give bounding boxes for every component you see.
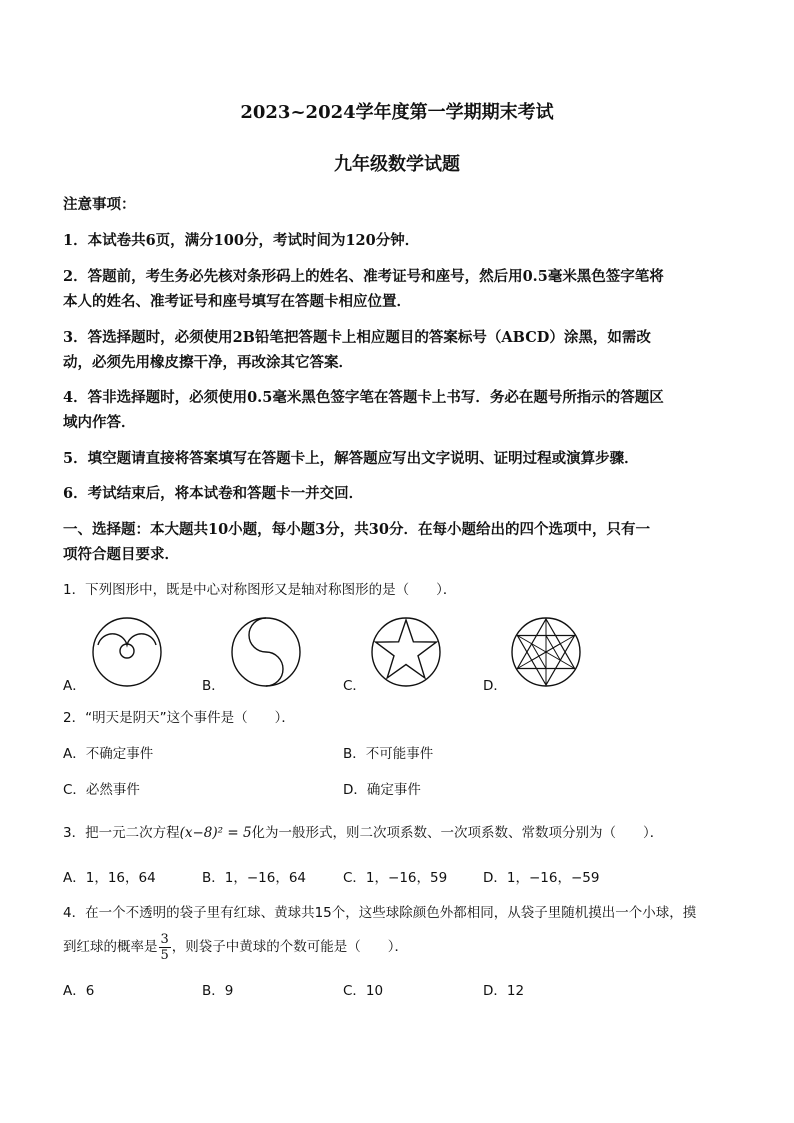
notice-item-1: 1．本试卷共6页，满分100分，考试时间为120分钟． — [63, 232, 420, 249]
question-4-stem-line1: 4．在一个不透明的袋子里有红球、黄球共15个，这些球除颜色外都相同，从袋子里随机摸出一个小球，摸 — [63, 905, 697, 921]
question-2-option-b[interactable]: B．不可能事件 — [343, 746, 434, 762]
fraction-numerator: 3 — [160, 931, 169, 947]
question-2-option-d[interactable]: D．确定事件 — [343, 782, 421, 798]
question-4-stem-line2 — [63, 930, 735, 964]
question-3-option-d[interactable]: D．1，−16，−59 — [483, 870, 600, 886]
circle-heart-icon — [90, 615, 164, 689]
notice-heading: 注意事项： — [63, 196, 136, 213]
question-3-equation: (x−8)² = 5 — [179, 825, 252, 841]
notice-item-5: 5．填空题请直接将答案填写在答题卡上，解答题应写出文字说明、证明过程或演算步骤． — [63, 450, 639, 467]
question-4-option-c[interactable]: C．10 — [343, 983, 384, 999]
question-2-stem: 2．“明天是阴天”这个事件是（ ）． — [63, 710, 295, 726]
section-heading-cont: 项符合题目要求． — [63, 546, 179, 563]
exam-title: 2023~2024学年度第一学期期末考试 — [240, 102, 554, 123]
exam-subtitle: 九年级数学试题 — [334, 154, 460, 175]
question-3-option-a[interactable]: A．1，16，64 — [63, 870, 156, 886]
notice-item-6: 6．考试结束后，将本试卷和答题卡一并交回． — [63, 485, 364, 502]
star-of-david-rosette-icon — [509, 615, 583, 689]
question-3-stem-pre: 3．把一元二次方程 — [63, 825, 180, 841]
question-3-option-b[interactable]: B．1，−16，64 — [202, 870, 307, 886]
question-3-stem — [63, 821, 735, 845]
question-4-option-a[interactable]: A．6 — [63, 983, 95, 999]
question-2-option-c[interactable]: C．必然事件 — [63, 782, 140, 798]
question-4-option-d[interactable]: D．12 — [483, 983, 525, 999]
question-1-stem: 1．下列图形中，既是中心对称图形又是轴对称图形的是（ ）． — [63, 582, 457, 598]
question-1-option-d[interactable]: D． — [483, 678, 507, 694]
question-3-option-c[interactable]: C．1，−16，59 — [343, 870, 448, 886]
question-1-option-a[interactable]: A． — [63, 678, 86, 694]
star-in-circle-icon — [369, 615, 443, 689]
question-2-option-a[interactable]: A．不确定事件 — [63, 746, 154, 762]
question-1-option-c[interactable]: C． — [343, 678, 366, 694]
question-3-stem-post: 化为一般形式，则二次项系数、一次项系数、常数项分别为（ ）． — [251, 825, 664, 841]
question-1-option-b[interactable]: B． — [202, 678, 225, 694]
question-4-option-b[interactable]: B．9 — [202, 983, 234, 999]
notice-item-4: 4．答非选择题时，必须使用0.5毫米黑色签字笔在答题卡上书写．务必在题号所指示的答题区 — [63, 389, 664, 406]
question-4-stem-pre: 到红球的概率是 — [63, 939, 158, 955]
notice-item-3-cont: 动，必须先用橡皮擦干净，再改涂其它答案． — [63, 354, 353, 371]
fraction-denominator: 5 — [160, 947, 169, 963]
notice-item-3: 3．答选择题时，必须使用2B铅笔把答题卡上相应题目的答案标号（ABCD）涂黑，如需改 — [63, 329, 651, 346]
probability-fraction — [159, 932, 171, 963]
yin-yang-icon — [229, 615, 303, 689]
notice-item-2-cont: 本人的姓名、准考证号和座号填写在答题卡相应位置． — [63, 293, 411, 310]
notice-item-4-cont: 域内作答． — [63, 414, 136, 431]
notice-item-2: 2．答题前，考生务必先核对条形码上的姓名、准考证号和座号，然后用0.5毫米黑色签字笔将 — [63, 268, 664, 285]
section-heading: 一、选择题：本大题共10小题，每小题3分，共30分．在每小题给出的四个选项中，只有一 — [63, 521, 650, 538]
question-4-stem-post: ，则袋子中黄球的个数可能是（ ）． — [171, 939, 409, 955]
